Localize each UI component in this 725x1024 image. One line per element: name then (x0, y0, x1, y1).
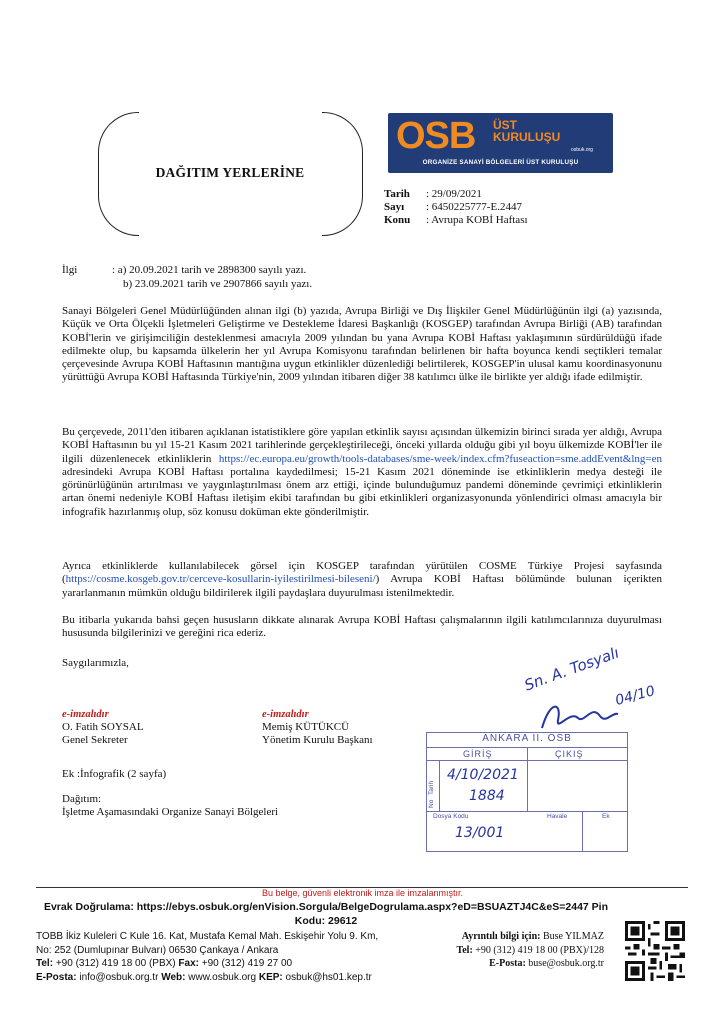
closing: Saygılarımızla, (62, 657, 129, 669)
verification-link[interactable]: Evrak Doğrulama: https://ebys.osbuk.org/enVision.Sorgula/BelgeDogrulama.aspx?eD=BSUAZTJ4C&eS=2447 Pin Kodu: 29612 (43, 901, 609, 927)
signer-2-name: Memiş KÜTÜKCÜ (262, 721, 350, 733)
distribution-value: İşletme Aşamasındaki Organize Sanayi Bölgeleri (62, 806, 279, 818)
handwritten-note: Sn. A. Tosyalı (521, 643, 622, 695)
registry-stamp (426, 732, 628, 852)
meta-value-date: : 29/09/2021 (426, 188, 482, 200)
logo-main: OSB (396, 115, 476, 157)
stamp-date-handwritten: 4/10/2021 (447, 767, 519, 783)
phone-fax-line: Tel: +90 (312) 419 18 00 (PBX) Fax: +90 (312) 419 27 00 (36, 958, 293, 970)
stamp-no-label: No (428, 799, 435, 808)
logo-subtitle: ORGANİZE SANAYİ BÖLGELERİ ÜST KURULUŞU (422, 159, 579, 166)
stamp-header: ANKARA II. OSB (427, 733, 627, 748)
qr-code (625, 921, 685, 981)
reference-label: İlgi (62, 264, 78, 276)
logo-website: osbuk.org (571, 147, 593, 153)
body-paragraph-2: Bu çerçevede, 2011'den itibaren açıklanan istatistiklere göre yapılan etkinlik sayısı açısından ülkemizin birinci sırada yer aldığı, Avrupa KOBİ Haftasının bu yıl 15-21 Kasım 2021 tarihlerinde gerçekleştirileceği, önceki yıllarda olduğu gibi yıl boyu ülkemizde KOBİ'ler ile ilgili düzenlenecek etkinliklerin https://ec.europa.eu/growth/tools-databases/sme-week/index.cfm?fuseaction=sme.addEvent&lng=en adresindeki Avrupa KOBİ Haftası portalına kaydedilmesi; 15-21 Kasım 2021 döneminde ise etkinliklerin medya desteği ile görünürlüğünün artırılması ve yaygınlaştırılması önem arz ettiği, içinde bulunduğumuz pandemi döneminde çevrimiçi etkinliklerin artan önemi nedeniyle KOBİ Haftası iletişim ekibi tarafından bu gibi etkinlikleri organizasyonunda yönlendirici olması amacıyla bir infografik hazırlanmış olup, söz konusu doküman ekte gönderilmiştir. (62, 426, 662, 518)
recipient: DAĞITIM YERLERİNE (155, 165, 305, 180)
distribution (62, 793, 278, 819)
contact-name-line: Ayrıntılı bilgi için: Buse YILMAZ (461, 931, 604, 942)
sme-week-link[interactable]: https://ec.europa.eu/growth/tools-databases/sme-week/index.cfm?fuseaction=sme.addEvent&lng=en (218, 452, 662, 465)
footer-address (36, 930, 416, 984)
esign-notice: Bu belge, güvenli elektronik imza ile imzalanmıştır. (261, 888, 464, 898)
cosme-link[interactable]: https://cosme.kosgeb.gov.tr/cerceve-kosullarin-iyilestirilmesi-bileseni/ (65, 573, 376, 586)
signer-2-esign: e-imzalıdır (262, 709, 309, 720)
signer-1 (62, 708, 144, 747)
stamp-giris: GİRİŞ (463, 749, 493, 759)
meta-value-number: : 6450225777-E.2447 (426, 201, 522, 213)
meta-value-subject: : Avrupa KOBİ Haftası (426, 214, 528, 226)
signer-1-name: O. Fatih SOYSAL (62, 721, 144, 733)
email-web-line: E-Posta: info@osbuk.org.tr Web: www.osbuk.org KEP: osbuk@hs01.kep.tr (36, 971, 372, 983)
distribution-label: Dağıtım: (62, 793, 102, 805)
stamp-havale-label: Havale (547, 813, 568, 820)
contact-tel-line: Tel: +90 (312) 419 18 00 (PBX)/128 (456, 944, 604, 956)
signer-2-title: Yönetim Kurulu Başkanı (262, 734, 373, 746)
reference-item-b: b) 23.09.2021 tarih ve 2907866 sayılı yazı. (123, 278, 313, 290)
address-line-2: No: 252 (Dumlupınar Bulvarı) 06530 Çankaya / Ankara (36, 944, 279, 956)
contact-email-line: E-Posta: buse@osbuk.org.tr (489, 958, 604, 970)
reference-item-a: : a) 20.09.2021 tarih ve 2898300 sayılı yazı. (112, 264, 307, 276)
attachment: Ek :İnfografik (2 sayfa) (62, 768, 167, 780)
document-meta (384, 188, 528, 227)
handwritten-date: 04/10 (613, 683, 657, 709)
reference-block (62, 263, 462, 293)
body-paragraph-3: Ayrıca etkinliklerde kullanılabilecek görsel için KOSGEP tarafından yürütülen COSME Türkiye Projesi sayfasında (https://cosme.kosgeb.gov.tr/cerceve-kosullarin-iyilestirilmesi-bileseni/) Avrupa KOBİ Haftası bölümünde bulunan içerikten yararlanmanın mümkün olduğu bildirilerek ilgili paydaşlara duyurulması istenilmektedir. (62, 560, 662, 599)
stamp-ek-label: Ek (602, 813, 610, 820)
stamp-cikis: ÇIKIŞ (555, 749, 584, 759)
body-paragraph-4: Bu itibarla yukarıda bahsi geçen hususların dikkate alınarak Avrupa KOBİ Haftası çalışmalarının ilgili katılımcılarınıza duyurulması hususunda bilgilerinizi ve gereğini rica ederiz. (62, 614, 662, 640)
stamp-no-handwritten: 1884 (469, 788, 505, 804)
meta-label-date: Tarih (384, 188, 410, 200)
signer-2 (262, 708, 373, 747)
stamp-dosya-label: Dosya Kodu (433, 813, 469, 820)
signer-1-esign: e-imzalıdır (62, 709, 109, 720)
logo-ust: ÜST KURULUŞU (493, 118, 561, 144)
signer-1-title: Genel Sekreter (62, 734, 128, 746)
footer-contact (434, 930, 604, 971)
meta-label-number: Sayı (384, 201, 405, 213)
stamp-dosya-handwritten: 13/001 (455, 825, 505, 841)
stamp-tarih-label: Tarih (428, 780, 435, 795)
osb-logo (388, 113, 613, 173)
meta-label-subject: Konu (384, 214, 411, 226)
address-line-1: TOBB İkiz Kuleleri C Kule 16. Kat, Mustafa Kemal Mah. Eskişehir Yolu 9. Km, (36, 931, 379, 942)
body-paragraph-1: Sanayi Bölgeleri Genel Müdürlüğünden alınan ilgi (b) yazıda, Avrupa Birliği ve Dış İlişkiler Genel Müdürlüğünün ilgi (a) yazısında, Küçük ve Orta Ölçekli İşletmeleri Geliştirme ve Destekleme İdaresi Başkanlığı (KOSGEP) tarafından Avrupa Birliği (AB) tarafından KOBİ'lerin ve girişimciliğin desteklenmesi amacıyla 2009 yılından bu yana Avrupa KOBİ Haftası yaklaşımının sürdürüldüğü ifade edilmekte olup, bu kapsamda ülkelerin her yıl Avrupa Komisyonu tarafından belirlenen bir hafta boyunca kendi seçtikleri temalar çerçevesinde Avrupa KOBİ Haftasının mantığına uygun etkinlikler düzenlediği belirtilerek, KOSGEP'in ulusal kamu koordinasyonunu yürüttüğü Avrupa KOBİ Haftasında Türkiye'nin, 2009 yılından itibaren diğer 38 katılımcı ülke ile birlikte yer aldığı ifade edilmiştir. (62, 305, 662, 384)
